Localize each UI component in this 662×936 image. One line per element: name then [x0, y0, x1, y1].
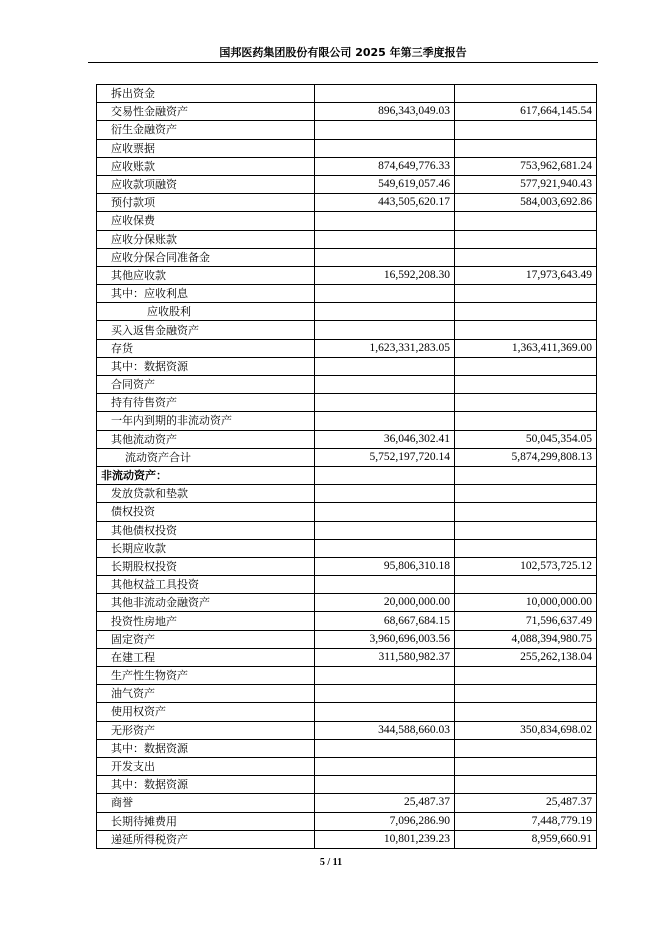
- prior-year-end-value: 617,664,145.54: [455, 103, 597, 121]
- table-row: [97, 357, 597, 375]
- period-end-value: [315, 285, 455, 303]
- row-label: 其中：应收利息: [97, 285, 315, 303]
- table-row: [97, 703, 597, 721]
- table-row: [97, 685, 597, 703]
- table-row: [97, 812, 597, 830]
- period-end-value: 3,960,696,003.56: [315, 630, 455, 648]
- table-row: [97, 339, 597, 357]
- row-label: 买入返售金融资产: [97, 321, 315, 339]
- table-row: [97, 103, 597, 121]
- row-label: 交易性金融资产: [97, 103, 315, 121]
- prior-year-end-value: 25,487.37: [455, 794, 597, 812]
- row-label: 其他债权投资: [97, 521, 315, 539]
- period-end-value: [315, 503, 455, 521]
- row-label: 应收分保合同准备金: [97, 248, 315, 266]
- prior-year-end-value: [455, 667, 597, 685]
- prior-year-end-value: [455, 521, 597, 539]
- period-end-value: [315, 757, 455, 775]
- table-row: [97, 539, 597, 557]
- period-end-value: [315, 703, 455, 721]
- period-end-value: [315, 576, 455, 594]
- period-end-value: [315, 539, 455, 557]
- table-row: [97, 412, 597, 430]
- period-end-value: [315, 466, 455, 484]
- report-header-title: 国邦医药集团股份有限公司 2025 年第三季度报告: [219, 46, 467, 59]
- prior-year-end-value: 102,573,725.12: [455, 557, 597, 575]
- period-end-value: 443,505,620.17: [315, 194, 455, 212]
- prior-year-end-value: [455, 539, 597, 557]
- prior-year-end-value: 7,448,779.19: [455, 812, 597, 830]
- table-row: [97, 85, 597, 103]
- row-label: 预付款项: [97, 194, 315, 212]
- prior-year-end-value: 17,973,643.49: [455, 266, 597, 284]
- table-row: [97, 175, 597, 193]
- table-row: [97, 594, 597, 612]
- row-label: 开发支出: [97, 757, 315, 775]
- period-end-value: [315, 521, 455, 539]
- balance-sheet-table: [96, 84, 597, 849]
- table-row: [97, 194, 597, 212]
- row-label: 使用权资产: [97, 703, 315, 721]
- prior-year-end-value: [455, 757, 597, 775]
- table-row: [97, 321, 597, 339]
- page-number: 5 / 11: [319, 857, 343, 868]
- period-end-value: 5,752,197,720.14: [315, 448, 455, 466]
- row-label: 长期股权投资: [97, 557, 315, 575]
- row-label: 发放贷款和垫款: [97, 485, 315, 503]
- prior-year-end-value: [455, 703, 597, 721]
- row-label: 应收票据: [97, 139, 315, 157]
- row-label: 生产性生物资产: [97, 667, 315, 685]
- row-label: 一年内到期的非流动资产: [97, 412, 315, 430]
- table-row: [97, 121, 597, 139]
- period-end-value: [315, 357, 455, 375]
- period-end-value: 68,667,684.15: [315, 612, 455, 630]
- period-end-value: [315, 739, 455, 757]
- row-label: 其他非流动金融资产: [97, 594, 315, 612]
- period-end-value: [315, 303, 455, 321]
- row-label: 应收账款: [97, 157, 315, 175]
- table-row: [97, 485, 597, 503]
- table-row: [97, 448, 597, 466]
- row-label: 长期待摊费用: [97, 812, 315, 830]
- period-end-value: 36,046,302.41: [315, 430, 455, 448]
- balance-sheet-body: [97, 85, 597, 849]
- table-row: [97, 521, 597, 539]
- table-row: [97, 376, 597, 394]
- row-label: 在建工程: [97, 648, 315, 666]
- table-row: [97, 430, 597, 448]
- period-end-value: [315, 667, 455, 685]
- prior-year-end-value: 577,921,940.43: [455, 175, 597, 193]
- row-label: 商誉: [97, 794, 315, 812]
- row-label: 无形资产: [97, 721, 315, 739]
- period-end-value: 311,580,982.37: [315, 648, 455, 666]
- row-label: 固定资产: [97, 630, 315, 648]
- table-row: [97, 466, 597, 484]
- row-label: 衍生金融资产: [97, 121, 315, 139]
- table-row: [97, 303, 597, 321]
- row-label: 应收款项融资: [97, 175, 315, 193]
- row-label: 应收分保账款: [97, 230, 315, 248]
- prior-year-end-value: 10,000,000.00: [455, 594, 597, 612]
- table-row: [97, 757, 597, 775]
- table-row: [97, 576, 597, 594]
- prior-year-end-value: [455, 412, 597, 430]
- row-label: 合同资产: [97, 376, 315, 394]
- prior-year-end-value: [455, 776, 597, 794]
- table-row: [97, 739, 597, 757]
- period-end-value: 549,619,057.46: [315, 175, 455, 193]
- prior-year-end-value: [455, 212, 597, 230]
- prior-year-end-value: [455, 485, 597, 503]
- row-label: 应收股利: [97, 303, 315, 321]
- table-row: [97, 630, 597, 648]
- table-row: [97, 285, 597, 303]
- prior-year-end-value: [455, 85, 597, 103]
- prior-year-end-value: 5,874,299,808.13: [455, 448, 597, 466]
- prior-year-end-value: 71,596,637.49: [455, 612, 597, 630]
- table-row: [97, 212, 597, 230]
- period-end-value: 7,096,286.90: [315, 812, 455, 830]
- prior-year-end-value: [455, 503, 597, 521]
- period-end-value: 20,000,000.00: [315, 594, 455, 612]
- prior-year-end-value: 50,045,354.05: [455, 430, 597, 448]
- prior-year-end-value: [455, 285, 597, 303]
- table-row: [97, 612, 597, 630]
- prior-year-end-value: [455, 248, 597, 266]
- header-divider: [88, 62, 598, 63]
- prior-year-end-value: [455, 303, 597, 321]
- period-end-value: [315, 248, 455, 266]
- table-row: [97, 721, 597, 739]
- table-row: [97, 648, 597, 666]
- table-row: [97, 266, 597, 284]
- row-label: 其他流动资产: [97, 430, 315, 448]
- table-row: [97, 394, 597, 412]
- prior-year-end-value: [455, 357, 597, 375]
- row-label: 存货: [97, 339, 315, 357]
- row-label: 长期应收款: [97, 539, 315, 557]
- period-end-value: [315, 121, 455, 139]
- prior-year-end-value: [455, 394, 597, 412]
- period-end-value: [315, 376, 455, 394]
- period-end-value: [315, 485, 455, 503]
- table-row: [97, 776, 597, 794]
- prior-year-end-value: 350,834,698.02: [455, 721, 597, 739]
- row-label: 其他应收款: [97, 266, 315, 284]
- period-end-value: 95,806,310.18: [315, 557, 455, 575]
- prior-year-end-value: 1,363,411,369.00: [455, 339, 597, 357]
- table-row: [97, 248, 597, 266]
- table-row: [97, 667, 597, 685]
- period-end-value: 1,623,331,283.05: [315, 339, 455, 357]
- row-label: 其中：数据资源: [97, 357, 315, 375]
- period-end-value: [315, 321, 455, 339]
- period-end-value: [315, 212, 455, 230]
- table-row: [97, 230, 597, 248]
- period-end-value: [315, 412, 455, 430]
- prior-year-end-value: [455, 685, 597, 703]
- prior-year-end-value: [455, 230, 597, 248]
- period-end-value: [315, 139, 455, 157]
- row-label: 持有待售资产: [97, 394, 315, 412]
- table-row: [97, 503, 597, 521]
- row-label: 应收保费: [97, 212, 315, 230]
- row-label: 流动资产合计: [97, 448, 315, 466]
- row-label: 非流动资产：: [97, 466, 315, 484]
- table-row: [97, 830, 597, 848]
- period-end-value: [315, 394, 455, 412]
- period-end-value: 10,801,239.23: [315, 830, 455, 848]
- table-row: [97, 794, 597, 812]
- prior-year-end-value: [455, 321, 597, 339]
- table-row: [97, 557, 597, 575]
- period-end-value: 16,592,208.30: [315, 266, 455, 284]
- prior-year-end-value: 4,088,394,980.75: [455, 630, 597, 648]
- prior-year-end-value: 753,962,681.24: [455, 157, 597, 175]
- period-end-value: [315, 776, 455, 794]
- prior-year-end-value: [455, 466, 597, 484]
- period-end-value: [315, 685, 455, 703]
- period-end-value: 25,487.37: [315, 794, 455, 812]
- table-row: [97, 139, 597, 157]
- prior-year-end-value: [455, 739, 597, 757]
- row-label: 其中：数据资源: [97, 776, 315, 794]
- row-label: 其中：数据资源: [97, 739, 315, 757]
- prior-year-end-value: 8,959,660.91: [455, 830, 597, 848]
- period-end-value: [315, 230, 455, 248]
- row-label: 债权投资: [97, 503, 315, 521]
- prior-year-end-value: [455, 121, 597, 139]
- row-label: 其他权益工具投资: [97, 576, 315, 594]
- row-label: 递延所得税资产: [97, 830, 315, 848]
- period-end-value: 896,343,049.03: [315, 103, 455, 121]
- table-row: [97, 157, 597, 175]
- prior-year-end-value: 584,003,692.86: [455, 194, 597, 212]
- period-end-value: 874,649,776.33: [315, 157, 455, 175]
- prior-year-end-value: [455, 376, 597, 394]
- prior-year-end-value: 255,262,138.04: [455, 648, 597, 666]
- row-label: 拆出资金: [97, 85, 315, 103]
- prior-year-end-value: [455, 139, 597, 157]
- prior-year-end-value: [455, 576, 597, 594]
- row-label: 投资性房地产: [97, 612, 315, 630]
- row-label: 油气资产: [97, 685, 315, 703]
- period-end-value: 344,588,660.03: [315, 721, 455, 739]
- period-end-value: [315, 85, 455, 103]
